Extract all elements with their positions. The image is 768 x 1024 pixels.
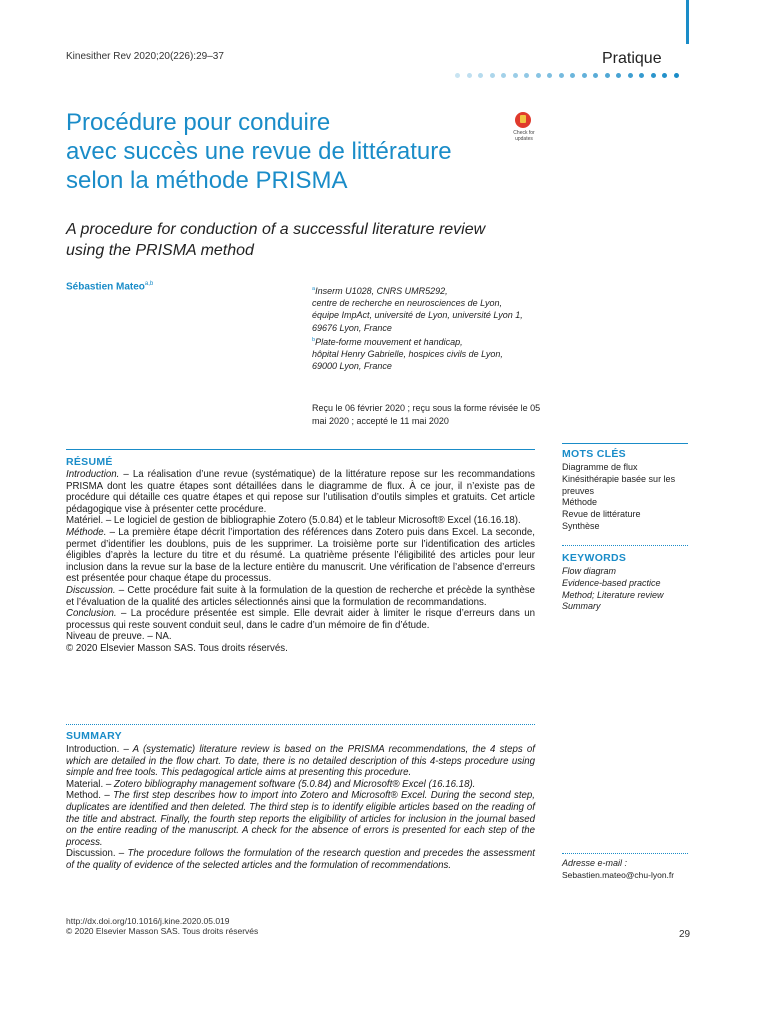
author-name: Sébastien Mateo [66, 281, 145, 293]
decorative-dot [662, 73, 667, 78]
decorative-dot [628, 73, 633, 78]
affiliations [312, 283, 552, 372]
keywords-list [562, 566, 692, 613]
resume-body [66, 469, 535, 655]
mots-cles-item: Diagramme de flux [562, 462, 638, 472]
decorative-dot [536, 73, 541, 78]
badge-text-line-2: updates [515, 136, 533, 142]
article-subtitle: A procedure for conduction of a successful literature review using the PRISMA method [66, 221, 486, 259]
resume-heading: RÉSUMÉ [66, 456, 113, 468]
resume-text: – Le logiciel de gestion de bibliographie Zotero (5.0.84) et le tableur Microsoft® Excel (16.16.18). [103, 515, 521, 527]
page-number: 29 [679, 929, 691, 940]
summary-label: Material. – [66, 778, 112, 790]
decorative-dot [651, 73, 656, 78]
section-label: Pratique [602, 50, 662, 67]
footer-copyright: © 2020 Elsevier Masson SAS. Tous droits réservés [66, 926, 259, 936]
summary-text: The procedure follows the formulation of the research question and precedes the assessment of the quality of evidence of the selected articles and the formulation of recommendations. [66, 848, 535, 871]
mots-cles-item: Kinésithérapie basée sur les preuves [562, 473, 676, 496]
received-dates: Reçu le 06 février 2020 ; reçu sous la forme révisée le 05 mai 2020 ; accepté le 11 mai 2020 [312, 403, 541, 426]
email-link[interactable]: Sebastien.mateo@chu-lyon.fr [562, 870, 675, 880]
check-for-updates-badge[interactable] [510, 112, 536, 146]
resume-text: – La réalisation d’une revue (systématique) de la littérature repose sur les recommandations PRISMA dont les quatre étapes sont détaillées dans le diagramme de flux. À ce jour, il n’existe pas de procédure qui détaille ces quatre étapes et qui repose sur l’utilisation d’outils simples et gratuits. Cet article pédagogique vise à présenter cette procédure. [66, 469, 535, 515]
affiliation-a-line-2: centre de recherche en neurosciences de Lyon, [312, 298, 502, 309]
doi-link[interactable]: http://dx.doi.org/10.1016/j.kine.2020.05.019 [66, 916, 230, 926]
decorative-dot [616, 73, 621, 78]
article-title [66, 108, 506, 195]
resume-paragraph [66, 515, 535, 527]
header-accent-bar [686, 0, 689, 44]
badge-text-line-1: Check for [513, 130, 535, 136]
resume-text: – Cette procédure fait suite à la formulation de la question de recherche et précède la synthèse et l’évaluation de la qualité des articles sélectionnés ainsi que la formulation de recommandations. [66, 584, 535, 608]
keywords-item: Evidence-based practice [562, 577, 661, 588]
resume-text: © 2020 Elsevier Masson SAS. Tous droits réservés. [66, 642, 288, 654]
author [66, 281, 153, 292]
title-line-1: Procédure pour conduire [66, 109, 331, 136]
decorative-dot [501, 73, 506, 78]
keywords-heading: KEYWORDS [562, 552, 627, 564]
author-affiliation-marks: a,b [144, 281, 154, 287]
resume-text: – La première étape décrit l’importation des références dans Zotero puis dans Excel. La seconde, permet d’identifier les doublons, puis de les supprimer. La troisième porte sur l’identification des articles éligibles d’après la lecture du titre et du résumé. La quatrième présente l’éligibilité des articles pour leur inclusion dans la revue sur la base de la lecture entière du manuscrit. Une vérification de l’absence d’erreurs est présentée pour chaque étape du processus. [66, 526, 535, 585]
resume-rule [66, 449, 535, 450]
decorative-dot [559, 73, 564, 78]
mots-cles-heading: MOTS CLÉS [562, 448, 626, 460]
decorative-dot [570, 73, 575, 78]
summary-paragraph [66, 779, 535, 791]
keywords-item: Method; Literature review [562, 589, 664, 600]
email-rule [562, 853, 688, 854]
summary-label: Method. – [66, 790, 110, 802]
summary-label: Introduction. – [66, 744, 129, 755]
resume-label: Conclusion. [66, 608, 117, 620]
decorative-dot [547, 73, 552, 78]
resume-paragraph [66, 608, 535, 631]
resume-label: Introduction. [66, 469, 120, 480]
resume-label: Discussion. [66, 584, 116, 596]
bookmark-icon [515, 112, 531, 128]
summary-paragraph [66, 848, 535, 871]
affiliation-a-line-3: équipe ImpAct, université de Lyon, université Lyon 1, [312, 310, 523, 321]
affiliation-b-mark: b [312, 336, 316, 343]
title-line-2: avec succès une revue de littérature [66, 138, 452, 165]
affiliation-a-line-4: 69676 Lyon, France [312, 322, 392, 333]
decorative-dot [490, 73, 495, 78]
decorative-dot [467, 73, 472, 78]
affiliation-b-line-1: Plate-forme mouvement et handicap, [315, 336, 463, 347]
affiliation-a-line-1: Inserm U1028, CNRS UMR5292, [315, 286, 448, 296]
summary-paragraph [66, 744, 535, 779]
decorative-dot [513, 73, 518, 78]
resume-label: Méthode. [66, 526, 107, 538]
resume-paragraph [66, 527, 535, 585]
mots-cles-item: Synthèse [562, 520, 600, 531]
resume-paragraph [66, 643, 535, 655]
journal-reference: Kinesither Rev 2020;20(226):29–37 [66, 51, 224, 62]
affiliation-b-line-2: hôpital Henry Gabrielle, hospices civils de Lyon, [312, 349, 503, 360]
resume-text: Niveau de preuve. – NA. [66, 631, 172, 643]
summary-text: Zotero bibliography management software (5.0.84) and Microsoft® Excel (16.16.18). [111, 778, 476, 790]
resume-label: Matériel. [66, 515, 104, 527]
title-line-3: selon la méthode PRISMA [66, 167, 348, 194]
mots-cles-rule [562, 443, 688, 444]
keywords-rule [562, 545, 688, 546]
resume-paragraph [66, 585, 535, 608]
summary-body [66, 744, 535, 872]
email-label: Adresse e-mail : [562, 858, 628, 868]
affiliation-b-line-3: 69000 Lyon, France [312, 361, 392, 372]
keywords-item: Flow diagram [562, 566, 617, 576]
summary-label: Discussion. – [66, 848, 125, 860]
resume-paragraph [66, 469, 535, 515]
decorative-dot-row [455, 73, 687, 79]
mots-cles-item: Revue de littérature [562, 509, 641, 520]
summary-text: The first step describes how to import into Zotero and Microsoft® Excel. During the second step, duplicates are identified and then deleted. The third step is to identify eligible articles based on the reading of the title and abstract. Finally, the fourth step reports the eligibility of articles for inclusion in the journal based on the entire reading of the manuscript. A check for the absence of errors is presented for each step of the process. [66, 790, 535, 848]
decorative-dot [639, 73, 644, 78]
decorative-dot [674, 73, 679, 78]
decorative-dot [455, 73, 460, 78]
summary-rule [66, 724, 535, 725]
keywords-item: Summary [562, 601, 601, 612]
decorative-dot [524, 73, 529, 78]
mots-cles-item: Méthode [562, 497, 598, 508]
decorative-dot [478, 73, 483, 78]
affiliation-a-mark: a [312, 286, 316, 292]
decorative-dot [582, 73, 587, 78]
summary-paragraph [66, 790, 535, 848]
summary-text: A (systematic) literature review is based on the PRISMA recommendations, the 4 steps of which are detailed in the flow chart. To date, there is no detailed description of this 4-steps procedure using simple and free tools. This pedagogical article aims at presenting this procedure. [66, 744, 535, 779]
summary-heading: SUMMARY [66, 730, 122, 742]
resume-paragraph [66, 631, 535, 643]
footer-doi-block [66, 916, 258, 936]
mots-cles-list [562, 462, 692, 533]
decorative-dot [593, 73, 598, 78]
decorative-dot [605, 73, 610, 78]
resume-text: – La procédure présentée est simple. Elle devrait aider à limiter le risque d’erreurs dans un processus qui reste souvent conduit seul, dans le cadre d’un mémoire de fin d’étude. [66, 608, 535, 631]
